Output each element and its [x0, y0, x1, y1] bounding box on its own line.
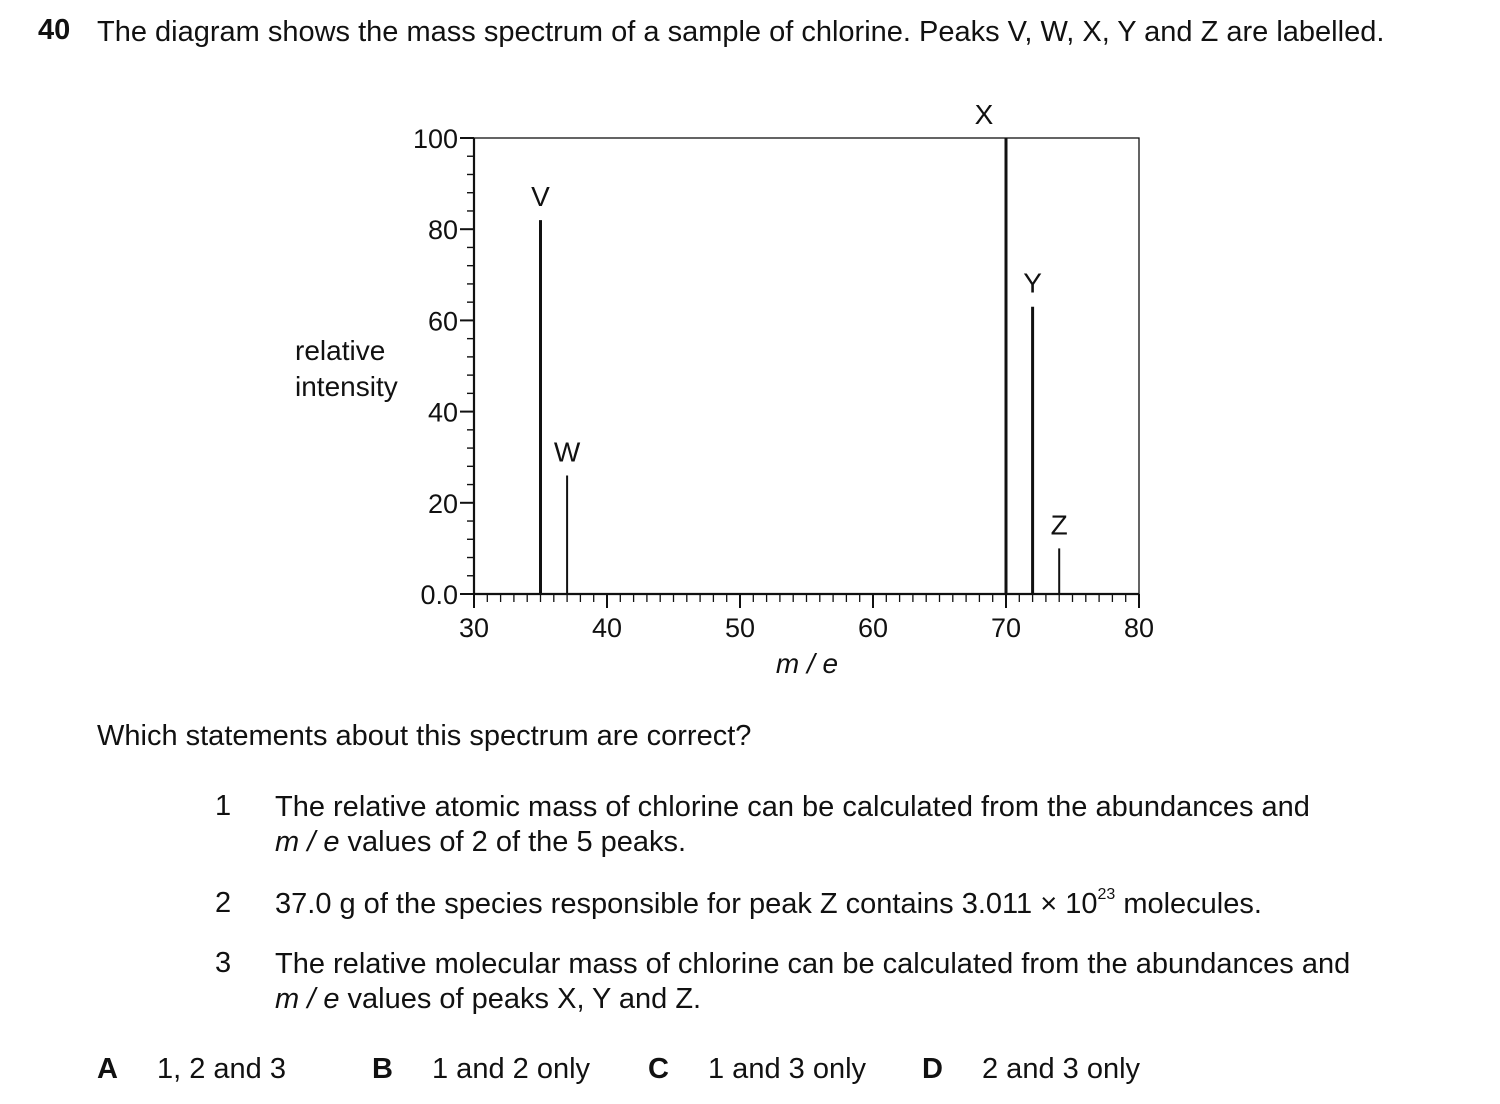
option-a-letter[interactable]: A — [97, 1053, 118, 1085]
peak-x-label: X — [974, 99, 994, 130]
question-stem: The diagram shows the mass spectrum of a sample of chlorine. Peaks V, W, X, Y and Z are labelled. — [97, 16, 1385, 48]
question-number: 40 — [38, 14, 71, 46]
peak-v-label: V — [531, 181, 550, 213]
x-axis-label: m / e — [775, 648, 839, 679]
option-c-text[interactable]: 1 and 3 only — [708, 1053, 867, 1085]
statement-2-exponent: 23 — [1097, 886, 1116, 903]
statement-2-number: 2 — [215, 887, 232, 919]
y-axis-label-line-1: relative — [295, 335, 386, 366]
statement-2-end: molecules. — [1115, 888, 1262, 920]
statement-2-text — [275, 887, 1415, 922]
x-tick-label: 30 — [458, 613, 490, 643]
y-tick-label: 0.0 — [420, 580, 458, 610]
y-tick-label: 60 — [427, 306, 458, 337]
y-axis-label-line-2: intensity — [295, 371, 398, 402]
option-b-text[interactable]: 1 and 2 only — [432, 1053, 591, 1085]
statement-1-text — [275, 790, 1415, 860]
statement-3-line: The relative molecular mass of chlorine can be calculated from the abundances and — [275, 948, 1351, 980]
plot-frame — [474, 138, 1139, 594]
statement-3-text — [275, 947, 1415, 1017]
option-b-letter[interactable]: B — [372, 1053, 393, 1085]
statement-3-end: values of peaks X, Y and Z. — [339, 983, 702, 1015]
y-tick-label: 100 — [412, 124, 458, 154]
peak-y-label: Y — [1023, 267, 1042, 299]
x-tick-label: 40 — [591, 613, 623, 643]
statement-3-number: 3 — [215, 947, 232, 979]
x-tick-label: 80 — [1123, 613, 1155, 643]
y-tick-label: 20 — [427, 488, 458, 519]
x-tick-label: 50 — [724, 613, 756, 643]
peak-z-label: Z — [1050, 509, 1068, 541]
y-tick-label: 40 — [427, 397, 458, 428]
option-d-text[interactable]: 2 and 3 only — [982, 1053, 1141, 1085]
statement-2-line: 37.0 g of the species responsible for peak Z contains 3.011 × 10 — [275, 888, 1098, 920]
option-c-letter[interactable]: C — [648, 1053, 669, 1085]
question-prompt: Which statements about this spectrum are correct? — [97, 720, 752, 752]
statement-3-m-over-e: m / e — [275, 983, 340, 1015]
x-tick-label: 60 — [857, 613, 889, 643]
y-tick-label: 80 — [427, 215, 458, 246]
statement-1-number: 1 — [215, 790, 232, 822]
statement-1-line: The relative atomic mass of chlorine can be calculated from the abundances and — [275, 791, 1310, 823]
option-a-text[interactable]: 1, 2 and 3 — [157, 1053, 286, 1085]
statement-1-m-over-e: m / e — [275, 826, 340, 858]
option-d-letter[interactable]: D — [922, 1053, 943, 1085]
statement-1-end: values of 2 of the 5 peaks. — [339, 826, 687, 858]
peak-w-label: W — [553, 436, 581, 468]
x-tick-label: 70 — [990, 613, 1022, 643]
